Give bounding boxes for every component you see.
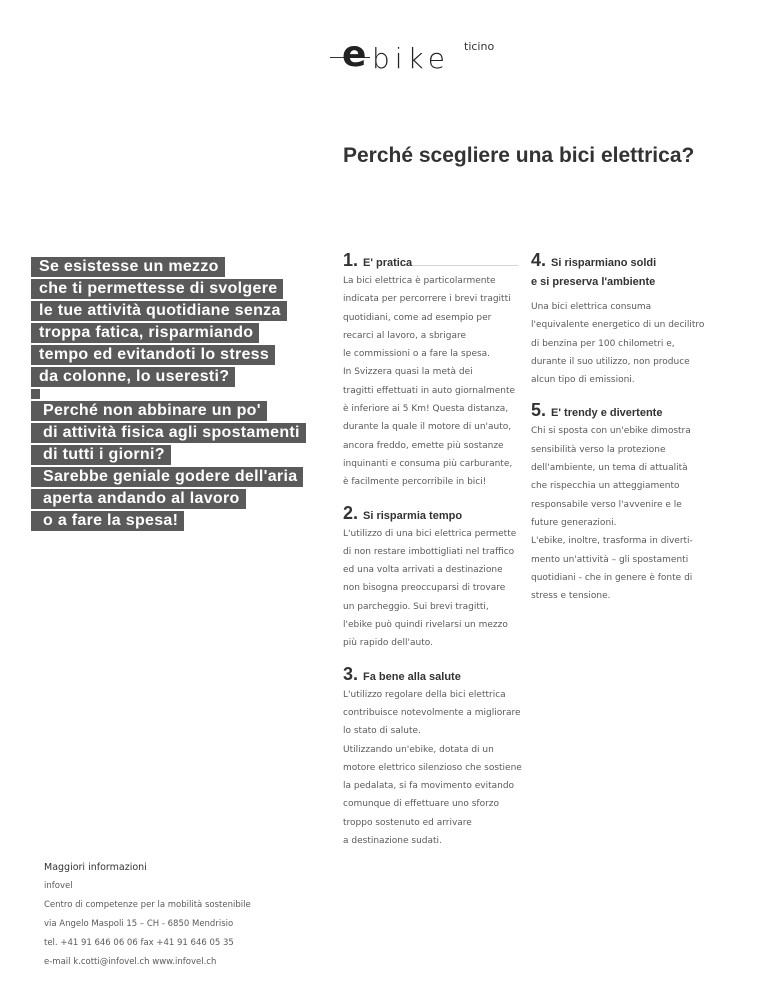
- lead-line: Se esistesse un mezzo: [31, 257, 234, 277]
- lead-line: da colonne, lo useresti?: [31, 367, 244, 387]
- body-line: contribuisce notevolmente a migliorare: [343, 707, 521, 718]
- body-line: In Svizzera quasi la metà dei: [343, 367, 473, 378]
- section-2-heading: [343, 501, 518, 525]
- body-line: Utilizzando un'ebike, dotata di un: [343, 744, 494, 755]
- body-line: lo stato di salute.: [343, 726, 421, 737]
- body-line: Chi si sposta con un'ebike dimostra: [531, 426, 691, 437]
- body-line: troppo sostenuto ed arrivare: [343, 817, 472, 828]
- section-title: Si risparmiano soldi: [551, 257, 657, 269]
- ebike-ticino-logo: [330, 36, 510, 76]
- body-line: Una bici elettrica consuma: [531, 302, 652, 312]
- logo-bike-text: bike: [372, 42, 450, 75]
- lead-line: di tutti i giorni?: [31, 445, 180, 465]
- lead-line: Perché non abbinare un po': [31, 401, 276, 421]
- body-line: di non restare imbottigliati nel traffico: [343, 546, 515, 557]
- body-line: non bisogna preoccuparsi di trovare: [343, 583, 506, 594]
- contact-heading: Maggiori informazioni: [44, 862, 147, 873]
- section-5-heading: [531, 398, 706, 422]
- body-line: di benzina per 100 chilometri e,: [531, 338, 675, 349]
- body-line: l'equivalente energetico di un decilitro: [531, 320, 705, 331]
- lead-quote: [31, 257, 331, 533]
- body-line: un parcheggio. Sui brevi tragitti,: [343, 601, 489, 612]
- column-left: [343, 248, 522, 850]
- body-line: mento un'attività – gli spostamenti: [531, 554, 689, 565]
- body-line: l'ebike può quindi rivelarsi un mezzo: [343, 620, 508, 631]
- section-3-heading: [343, 662, 518, 686]
- body-line: che rispecchia un atteggiamento: [531, 481, 680, 492]
- body-line: comunque di effettuare uno sforzo: [343, 799, 500, 810]
- lead-line: di attività fisica agli spostamenti: [31, 423, 315, 443]
- body-line: più rapido dell'auto.: [343, 638, 433, 649]
- contact-email-web: e-mail k.cotti@infovel.ch www.infovel.ch: [44, 957, 217, 967]
- contact-phone: tel. +41 91 646 06 06 fax +41 91 646 05 35: [44, 938, 234, 948]
- section-number: 5.: [531, 400, 547, 421]
- body-line: sensibilità verso la protezione: [531, 444, 666, 455]
- lead-line: le tue attività quotidiane senza: [31, 301, 296, 321]
- page-title: Perché scegliere una bici elettrica?: [343, 144, 695, 167]
- section-title: E' trendy e divertente: [551, 407, 663, 420]
- section-title: E' pratica: [363, 257, 413, 269]
- contact-info: [44, 858, 251, 972]
- body-line: durante la quale il motore di un'auto,: [343, 422, 512, 433]
- lead-line: o a fare la spesa!: [31, 511, 193, 531]
- section-number: 1.: [343, 250, 359, 270]
- body-line: dell'ambiente, un tema di attualità: [531, 463, 688, 474]
- body-line: è inferiore ai 5 Km! Questa distanza,: [343, 404, 509, 415]
- body-line: stress e tensione.: [531, 591, 611, 602]
- contact-address: via Angelo Maspoli 15 – CH - 6850 Mendrisio: [44, 919, 234, 929]
- section-title: Si risparmia tempo: [363, 509, 463, 522]
- section-number: 4.: [531, 250, 547, 270]
- body-line: la pedalata, si fa movimento evitando: [343, 781, 515, 792]
- body-line: ancora freddo, emette più sostanze: [343, 440, 504, 451]
- lead-line: Sarebbe geniale godere dell'aria: [31, 467, 312, 487]
- body-line: quotidiani, come ad esempio per: [343, 312, 492, 323]
- logo-ticino-text: ticino: [464, 40, 495, 53]
- lead-line: tempo ed evitandoti lo stress: [31, 345, 284, 365]
- body-line: future generazioni.: [531, 517, 617, 528]
- body-line: tragitti effettuati in auto giornalmente: [343, 385, 516, 396]
- body-line: a destinazione sudati.: [343, 836, 442, 847]
- contact-line: infovel: [44, 881, 73, 891]
- contact-line: Centro di competenze per la mobilità sostenibile: [44, 900, 251, 910]
- lead-line: che ti permettesse di svolgere: [31, 279, 292, 299]
- body-line: quotidiani - che in genere è fonte di: [531, 572, 693, 583]
- body-line: alcun tipo di emissioni.: [531, 375, 635, 386]
- body-line: le commissioni o a fare la spesa.: [343, 349, 491, 360]
- section-number: 3.: [343, 663, 359, 684]
- column-right: [531, 248, 706, 605]
- section-4-subtitle: e si preserva l'ambiente: [531, 276, 656, 288]
- body-line: durante il suo utilizzo, non produce: [531, 356, 690, 367]
- section-1-heading: [343, 248, 518, 272]
- body-line: è facilmente percorribile in bici!: [343, 477, 487, 488]
- lead-block-1: [31, 257, 331, 387]
- section-title: Fa bene alla salute: [363, 670, 461, 683]
- logo-e-letter: e: [342, 34, 366, 75]
- body-line: L'utilizzo regolare della bici elettrica: [343, 689, 506, 700]
- body-line: responsabile verso l'avvenire e le: [531, 499, 682, 510]
- body-line: ed una volta arrivati a destinazione: [343, 565, 503, 576]
- body-line: La bici elettrica è particolarmente: [343, 276, 496, 286]
- lead-divider: [31, 389, 40, 399]
- body-line: L'ebike, inoltre, trasforma in diverti-: [531, 536, 693, 547]
- lead-line: troppa fatica, risparmiando: [31, 323, 268, 343]
- section-number: 2.: [343, 502, 359, 523]
- spacer: [531, 389, 706, 398]
- spacer: [343, 653, 518, 662]
- lead-line: aperta andando al lavoro: [31, 489, 255, 509]
- body-line: recarci al lavoro, a sbrigare: [343, 330, 467, 341]
- body-line: L'utilizzo di una bici elettrica permette: [343, 528, 517, 539]
- body-line: motore elettrico silenzioso che sostiene: [343, 762, 522, 773]
- body-line: inquinanti e consuma più carburante,: [343, 458, 513, 469]
- section-4-heading: [531, 248, 706, 272]
- lead-block-2: [31, 401, 331, 531]
- spacer: [343, 492, 518, 501]
- body-line: indicata per percorrere i brevi tragitti: [343, 294, 511, 305]
